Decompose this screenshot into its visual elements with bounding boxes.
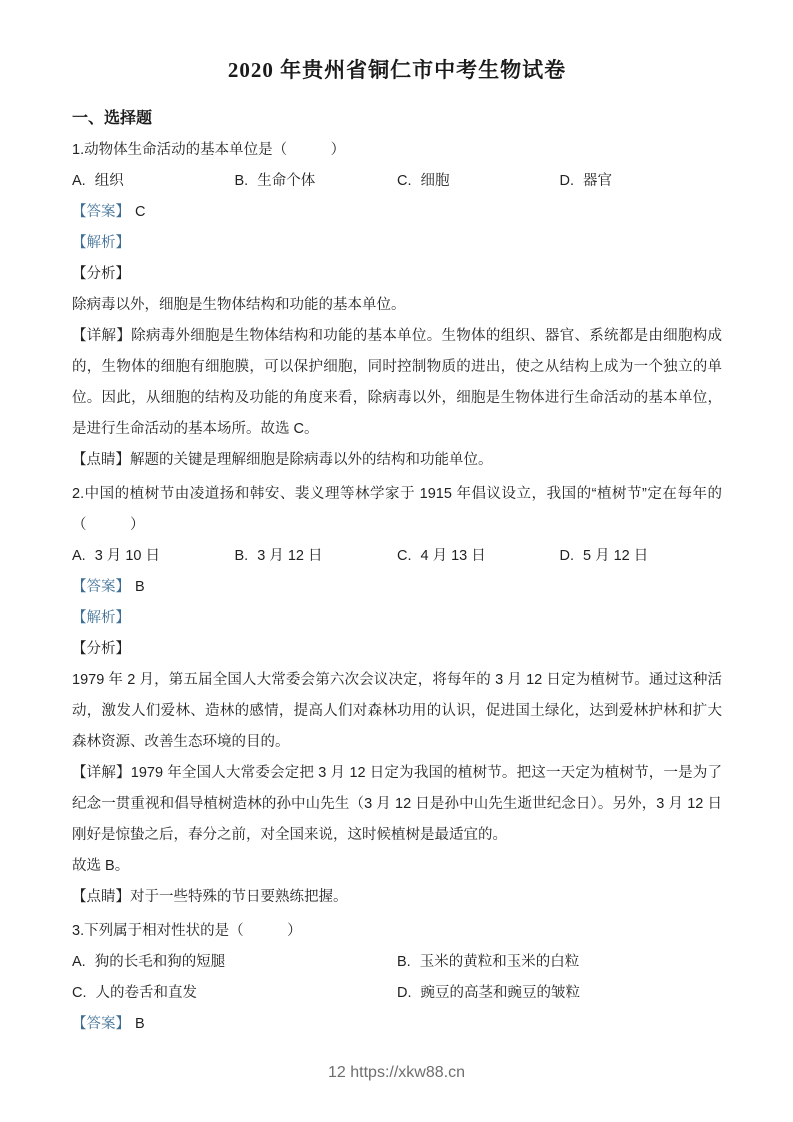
option-a	[72, 541, 235, 572]
option-key: C.	[397, 173, 412, 189]
option-d	[560, 541, 723, 572]
question-2-stem	[72, 479, 722, 541]
jiexi-line	[72, 603, 722, 634]
question-number: 2.	[72, 486, 85, 502]
option-key: B.	[397, 954, 411, 970]
option-text: 组织	[94, 173, 124, 189]
question-text: 动物体生命活动的基本单位是（ ）	[84, 142, 346, 158]
page-footer-url: 12 https://xkw88.cn	[328, 1064, 465, 1081]
answer-value: C	[135, 204, 146, 220]
answer-value: B	[135, 579, 145, 595]
xiangjie-tag: 【详解】	[72, 765, 131, 781]
question-2-options	[72, 541, 722, 572]
option-text: 人的卷舌和直发	[95, 985, 197, 1001]
question-number: 3.	[72, 923, 85, 939]
option-key: B.	[234, 173, 249, 189]
question-2	[72, 479, 722, 913]
analysis-paragraph: 除病毒以外，细胞是生物体结构和功能的基本单位。	[72, 297, 406, 313]
option-key: D.	[397, 985, 412, 1001]
answer-tag: 【答案】	[72, 1016, 130, 1032]
option-a	[72, 166, 235, 197]
answer-line	[72, 572, 722, 603]
option-text: 细胞	[420, 173, 450, 189]
option-key: C.	[397, 548, 412, 564]
detail-text: 1979 年全国人大常委会定把 3 月 12 日定为我国的植树节。把这一天定为植树节，一是为了纪念一贯重视和倡导植树造林的孙中山先生（3 月 12 日是孙中山先生逝世纪念日）。另外，3 月 12 日刚好是惊蛰之后，春分之前，对全国来说，这时候植树是最适宜的。	[72, 765, 723, 843]
option-b	[235, 166, 398, 197]
option-c	[397, 541, 560, 572]
jiexi-tag: 【解析】	[72, 610, 130, 626]
option-key: C.	[72, 985, 87, 1001]
question-1-options	[72, 166, 722, 197]
option-key: B.	[234, 548, 249, 564]
tip-line	[72, 882, 722, 913]
question-3-options	[72, 947, 722, 1009]
fenxi-line	[72, 259, 722, 290]
question-3-stem	[72, 916, 722, 947]
question-1-stem	[72, 135, 722, 166]
tip-text: 对于一些特殊的节日要熟练把握。	[130, 889, 348, 905]
option-d	[560, 166, 723, 197]
tip-text: 解题的关键是理解细胞是除病毒以外的结构和功能单位。	[130, 452, 493, 468]
detail-paragraph	[72, 321, 722, 445]
tip-line	[72, 445, 722, 476]
option-b	[235, 541, 398, 572]
answer-line	[72, 1009, 722, 1040]
option-key: D.	[559, 173, 574, 189]
jiexi-tag: 【解析】	[72, 235, 130, 251]
option-text: 4 月 13 日	[420, 548, 486, 564]
question-number: 1.	[72, 142, 85, 158]
option-text: 玉米的黄粒和玉米的白粒	[419, 954, 580, 970]
dianjing-tag: 【点睛】	[72, 889, 130, 905]
dianjing-tag: 【点睛】	[72, 452, 130, 468]
option-key: A.	[72, 954, 86, 970]
option-b	[397, 947, 722, 978]
question-text: 中国的植树节由凌道扬和韩安、裴义理等林学家于 1915 年倡议设立，我国的“植树节”定在每年的（ ）	[72, 486, 722, 533]
question-3	[72, 916, 722, 1040]
option-key: D.	[559, 548, 574, 564]
option-c	[72, 978, 397, 1009]
fenxi-tag: 【分析】	[72, 641, 130, 657]
detail-text: 除病毒外细胞是生物体结构和功能的基本单位。生物体的组织、器官、系统都是由细胞构成的，生物体的细胞有细胞膜，可以保护细胞，同时控制物质的进出，使之从结构上成为一个独立的单位。因此，从细胞的结构及功能的角度来看，除病毒以外，细胞是生物体进行生命活动的基本单位，是进行生命活动的基本场所。故选 C。	[72, 328, 723, 437]
answer-value: B	[135, 1016, 145, 1032]
xiangjie-tag: 【详解】	[72, 328, 132, 344]
option-text: 生命个体	[257, 173, 316, 189]
conclusion-line: 故选 B。	[72, 858, 130, 874]
option-key: A.	[72, 548, 86, 564]
option-text: 3 月 10 日	[94, 548, 160, 564]
option-text: 器官	[583, 173, 612, 189]
option-d	[397, 978, 722, 1009]
analysis-paragraph: 1979 年 2 月，第五届全国人大常委会第六次会议决定，将每年的 3 月 12 日定为植树节。通过这种活动，激发人们爱林、造林的感情，提高人们对森林功用的认识，促进国土绿化，达到爱林护林和扩大森林资源、改善生态环境的目的。	[72, 672, 722, 750]
document-title: 2020 年贵州省铜仁市中考生物试卷	[227, 58, 567, 82]
option-text: 5 月 12 日	[583, 548, 649, 564]
answer-line	[72, 197, 722, 228]
fenxi-line	[72, 634, 722, 665]
option-c	[397, 166, 560, 197]
jiexi-line	[72, 228, 722, 259]
answer-tag: 【答案】	[72, 204, 130, 220]
fenxi-tag: 【分析】	[72, 266, 130, 282]
section-heading: 一、选择题	[72, 110, 153, 127]
detail-paragraph	[72, 758, 722, 851]
option-text: 豌豆的高茎和豌豆的皱粒	[420, 985, 580, 1001]
option-text: 3 月 12 日	[257, 548, 323, 564]
question-1	[72, 135, 722, 476]
answer-tag: 【答案】	[72, 579, 130, 595]
question-text: 下列属于相对性状的是（ ）	[84, 923, 302, 939]
option-a	[72, 947, 397, 978]
option-key: A.	[72, 173, 86, 189]
option-text: 狗的长毛和狗的短腿	[94, 954, 226, 970]
